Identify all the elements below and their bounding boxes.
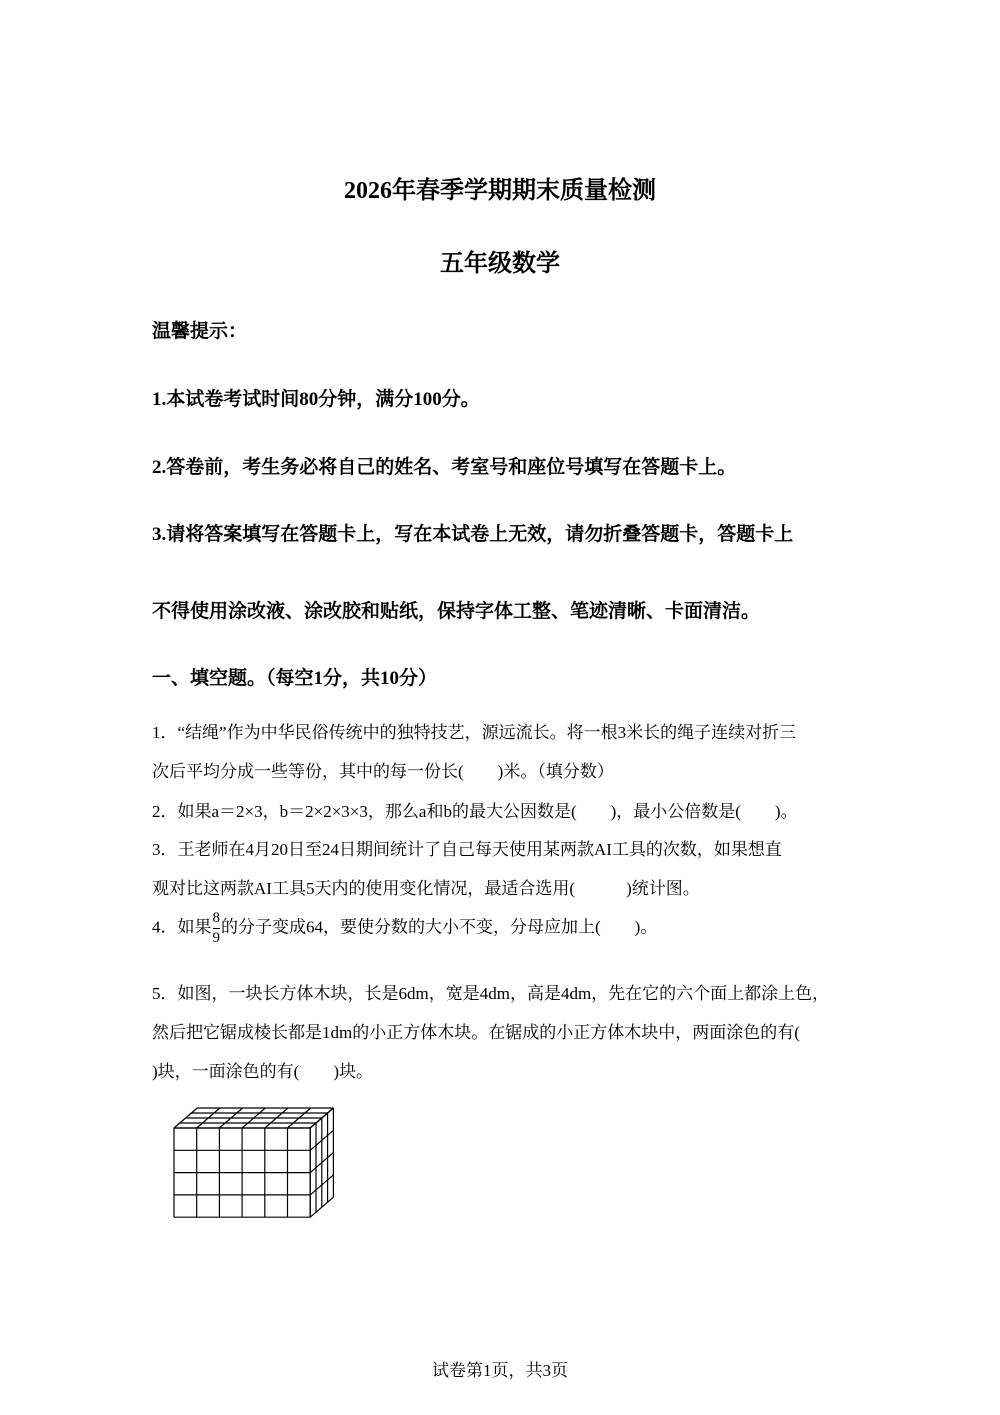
page-footer: 试卷第1页，共3页 xyxy=(432,1361,568,1380)
question-1-line-2: 次后平均分成一些等份，其中的每一份长( )米。（填分数） xyxy=(152,762,614,781)
exam-title: 2026年春季学期期末质量检测 xyxy=(344,178,656,204)
question-4 xyxy=(152,911,657,946)
question-4-suffix: 的分子变成64，要使分数的大小不变，分母应加上( )。 xyxy=(221,917,658,937)
question-2: 2．如果a＝2×3，b＝2×2×3×3，那么a和b的最大公因数是( )，最小公倍数是( )。 xyxy=(152,802,798,821)
question-4-prefix: 4．如果 xyxy=(152,917,212,937)
notice-item-3-line-1: 3.请将答案填写在答题卡上，写在本试卷上无效，请勿折叠答题卡，答题卡上 xyxy=(152,524,794,545)
cuboid-grid-icon xyxy=(165,1092,365,1232)
fraction xyxy=(213,911,221,946)
notice-item-3-line-2: 不得使用涂改液、涂改胶和贴纸，保持字体工整、笔迹清晰、卡面清洁。 xyxy=(152,601,761,622)
fraction-denominator: 9 xyxy=(212,930,220,946)
question-5-line-2: 然后把它锯成棱长都是1dm的小正方体木块。在锯成的小正方体木块中，两面涂色的有( xyxy=(152,1023,800,1042)
question-3-line-2: 观对比这两款AI工具5天内的使用变化情况，最适合选用( )统计图。 xyxy=(152,879,700,898)
notice-item-2: 2.答卷前，考生务必将自己的姓名、考室号和座位号填写在答题卡上。 xyxy=(152,457,737,478)
question-3-line-1: 3．王老师在4月20日至24日期间统计了自己每天使用某两款AI工具的次数，如果想直 xyxy=(152,840,782,859)
question-5-line-3: )块，一面涂色的有( )块。 xyxy=(152,1062,373,1081)
question-5-line-1: 5．如图，一块长方体木块，长是6dm，宽是4dm，高是4dm，先在它的六个面上都涂上色， xyxy=(152,984,830,1003)
notice-item-1: 1.本试卷考试时间80分钟，满分100分。 xyxy=(152,389,480,410)
section-1-heading: 一、填空题。（每空1分，共10分） xyxy=(152,668,438,689)
exam-subtitle: 五年级数学 xyxy=(440,251,560,277)
question-1-line-1: 1．“结绳”作为中华民俗传统中的独特技艺，源远流长。将一根3米长的绳子连续对折三 xyxy=(152,723,797,742)
notice-heading: 温馨提示： xyxy=(152,321,248,342)
fraction-numerator: 8 xyxy=(213,911,221,929)
